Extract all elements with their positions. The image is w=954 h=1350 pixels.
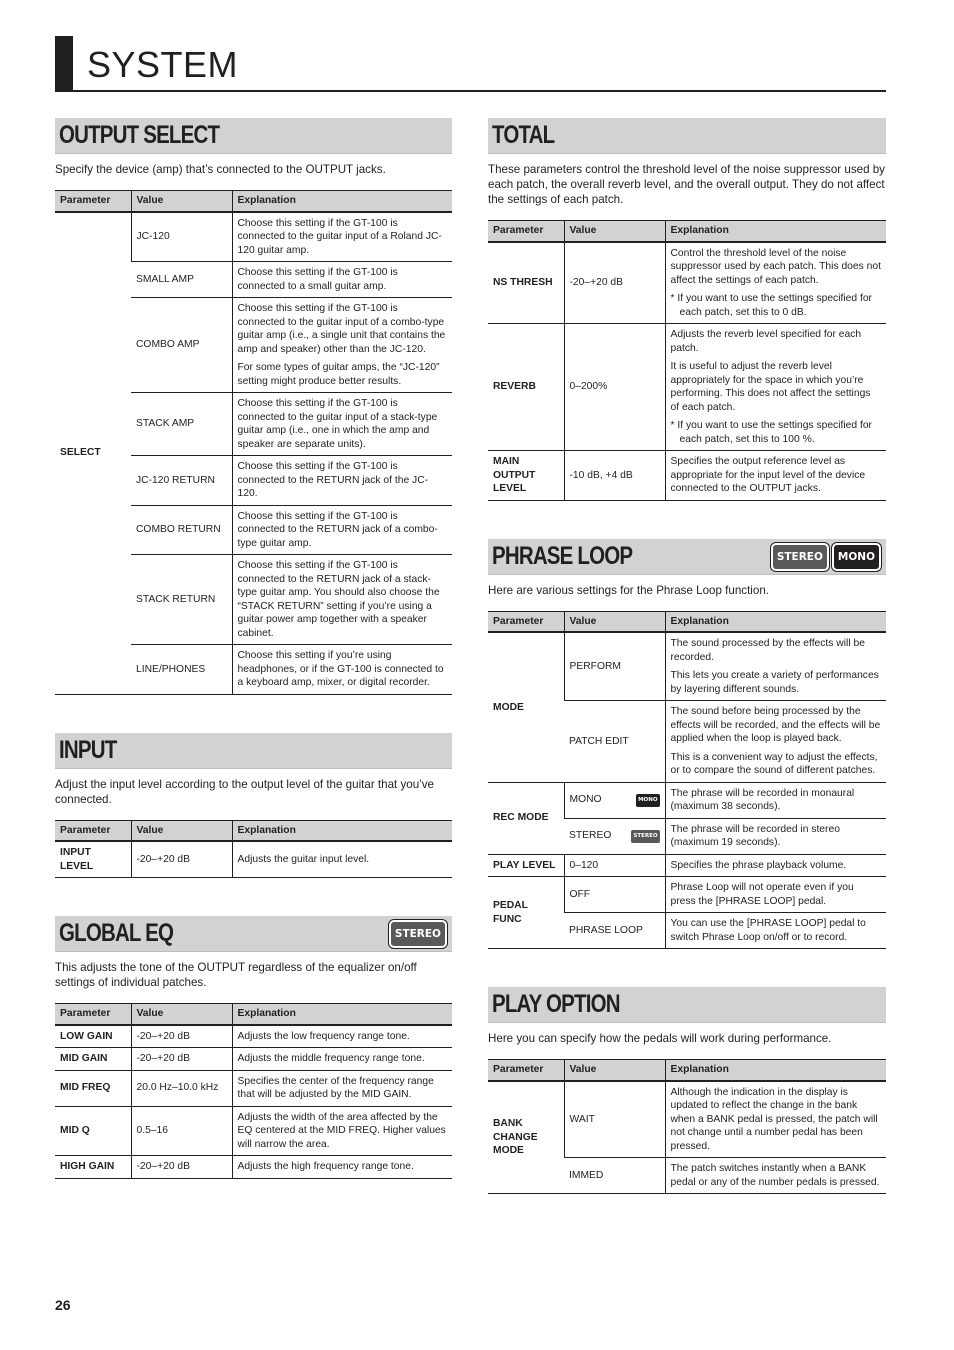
param-line: CHANGE [493, 1131, 538, 1143]
value-cell: 0–200% [564, 324, 665, 451]
param-cell: REVERB [488, 324, 564, 451]
global-eq-table [55, 1003, 452, 1179]
table-row [488, 877, 886, 913]
explanation-cell [665, 701, 886, 783]
param-cell: MID GAIN [55, 1048, 131, 1071]
value-cell: -20–+20 dB [131, 841, 232, 878]
section-intro: Here are various settings for the Phrase Loop function. [488, 583, 769, 597]
explanation-cell: Adjusts the middle frequency range tone. [232, 1048, 452, 1071]
col-header-value: Value [131, 1004, 232, 1025]
explanation-cell: Specifies the phrase playback volume. [665, 854, 886, 877]
explanation-text: The sound processed by the effects will be recorded. [670, 638, 865, 663]
badge-group [389, 920, 447, 948]
value-cell: 20.0 Hz–10.0 kHz [131, 1070, 232, 1106]
section-heading [488, 987, 886, 1023]
param-line: OUTPUT [493, 469, 536, 481]
section-title: PLAY OPTION [492, 990, 620, 1018]
output-select-table [55, 190, 452, 695]
explanation-cell: Adjusts the low frequency range tone. [232, 1025, 452, 1048]
table-row [488, 242, 886, 324]
param-cell: LOW GAIN [55, 1025, 131, 1048]
value-cell: PHRASE LOOP [564, 913, 665, 949]
explanation-cell: Specifies the center of the frequency range that will be adjusted by the MID GAIN. [232, 1070, 452, 1106]
param-cell: PEDAL FUNC [488, 877, 564, 949]
stereo-badge: STEREO [771, 543, 829, 571]
stereo-tag: STEREO [631, 830, 659, 843]
value-cell: PATCH EDIT [564, 701, 665, 783]
explanation-cell [232, 505, 452, 555]
stereo-badge: STEREO [389, 920, 447, 948]
table-row [55, 1106, 452, 1156]
mono-badge: MONO [832, 543, 881, 571]
explanation-cell: Phrase Loop will not operate even if you press the [PHRASE LOOP] pedal. [665, 877, 886, 913]
global-eq-section [55, 916, 452, 1179]
total-table [488, 220, 886, 501]
section-title: TOTAL [492, 121, 555, 149]
play-option-section [488, 987, 886, 1194]
col-header-explanation: Explanation [232, 820, 452, 841]
param-cell: REC MODE [488, 782, 564, 854]
explanation-cell: Adjusts the guitar input level. [232, 841, 452, 878]
table-row [488, 1081, 886, 1158]
explanation-note: * If you want to use the settings specified for each patch, set this to 100 %. [670, 420, 872, 445]
col-header-explanation: Explanation [665, 611, 886, 632]
section-heading [488, 118, 886, 154]
explanation-cell [232, 262, 452, 298]
explanation-cell: You can use the [PHRASE LOOP] pedal to switch Phrase Loop on/off or to record. [665, 913, 886, 949]
param-cell: NS THRESH [488, 242, 564, 324]
param-cell: SELECT [55, 212, 131, 695]
explanation-text: Choose this setting if the GT-100 is connected to a small guitar amp. [237, 267, 398, 292]
col-header-parameter: Parameter [488, 1060, 564, 1081]
input-table [55, 820, 452, 879]
col-header-explanation: Explanation [232, 191, 452, 212]
explanation-cell [665, 451, 886, 501]
section-intro: Adjust the input level according to the output level of the guitar that you’ve connected. [55, 777, 434, 806]
section-heading [55, 118, 452, 154]
explanation-cell: Although the indication in the display is updated to reflect the change in the bank when a BANK pedal is pressed, the patch will not change until a number pedal has been pressed. [665, 1081, 886, 1158]
section-title: PHRASE LOOP [492, 541, 633, 570]
value-cell: STACK AMP [131, 393, 232, 456]
phrase-loop-table [488, 611, 886, 950]
col-header-value: Value [131, 820, 232, 841]
value-cell: COMBO AMP [131, 298, 232, 393]
page-number: 26 [55, 1297, 71, 1313]
explanation-cell [232, 645, 452, 695]
header-bar [55, 36, 73, 90]
explanation-text: For some types of guitar amps, the “JC-120” setting might produce better results. [237, 362, 440, 387]
table-row [488, 324, 886, 451]
table-row [55, 1048, 452, 1071]
value-cell: WAIT [564, 1081, 665, 1158]
section-title: GLOBAL EQ [59, 919, 174, 947]
param-line: MAIN [493, 456, 520, 467]
section-intro: These parameters control the threshold level of the noise suppressor used by each patch, the overall reverb level, and the overall output. They do not affect the settings of each patch. [488, 163, 885, 206]
param-line: MODE [493, 1145, 524, 1156]
value-cell: LINE/PHONES [131, 645, 232, 695]
param-cell: MID Q [55, 1106, 131, 1156]
value-cell: -20–+20 dB [564, 242, 665, 324]
param-cell: MID FREQ [55, 1070, 131, 1106]
param-line: LEVEL [493, 483, 527, 494]
total-section [488, 118, 886, 501]
section-title: OUTPUT SELECT [59, 121, 220, 149]
explanation-note: * If you want to use the settings specified for each patch, set this to 0 dB. [670, 293, 872, 318]
section-intro: Specify the device (amp) that’s connected to the OUTPUT jacks. [55, 163, 386, 176]
explanation-cell: Adjusts the high frequency range tone. [232, 1156, 452, 1179]
value-cell: OFF [564, 877, 665, 913]
badge-group [771, 543, 881, 571]
explanation-cell: The phrase will be recorded in stereo (maximum 19 seconds). [665, 818, 886, 854]
table-row [488, 854, 886, 877]
table-row [55, 841, 452, 878]
param-cell: HIGH GAIN [55, 1156, 131, 1179]
col-header-explanation: Explanation [232, 1004, 452, 1025]
explanation-text: This lets you create a variety of performances by layering different sounds. [670, 670, 879, 695]
col-header-value: Value [564, 611, 665, 632]
explanation-text: Choose this setting if you’re using headphones, or if the GT-100 is connected to a keyboard amp, mixer, or digital recorder. [237, 650, 444, 688]
explanation-text: The sound before being processed by the effects will be recorded, and the effects will be applied when the loop is played back. [670, 706, 881, 744]
value-cell: -20–+20 dB [131, 1048, 232, 1071]
table-row [488, 632, 886, 701]
explanation-text: This is a convenient way to adjust the effects, or to compare the sound of different patches. [670, 751, 878, 776]
col-header-explanation: Explanation [665, 221, 886, 242]
explanation-cell [232, 212, 452, 262]
input-section [55, 733, 452, 879]
value-cell: COMBO RETURN [131, 505, 232, 555]
value-cell: JC-120 RETURN [131, 456, 232, 506]
param-cell: PLAY LEVEL [488, 854, 564, 877]
table-row [488, 782, 886, 818]
table-row [55, 1156, 452, 1179]
explanation-text: Specifies the output reference level as appropriate for the input level of the device connected to the OUTPUT jacks. [670, 456, 866, 494]
col-header-parameter: Parameter [488, 611, 564, 632]
explanation-text: Choose this setting if the GT-100 is connected to the RETURN jack of a combo-type guitar amp. [237, 510, 438, 549]
table-row [55, 1025, 452, 1048]
explanation-cell [232, 456, 452, 506]
explanation-cell [232, 555, 452, 645]
explanation-cell: Adjusts the width of the area affected by the EQ centered at the MID FREQ. Higher values will narrow the area. [232, 1106, 452, 1156]
explanation-text: Choose this setting if the GT-100 is connected to the RETURN jack of a stack-type guitar amp. You should also choose the “STACK RETURN” setting if you’re using a guitar power amp together with a speaker cabinet. [237, 560, 440, 639]
explanation-text: Choose this setting if the GT-100 is connected to the guitar input of a combo-type guitar amp (i.e., a single unit that contains the amp and speaker) other than the JC-120. [237, 303, 446, 355]
col-header-parameter: Parameter [55, 820, 131, 841]
table-row [55, 212, 452, 262]
value-cell: STACK RETURN [131, 555, 232, 645]
col-header-explanation: Explanation [665, 1060, 886, 1081]
value-cell: SMALL AMP [131, 262, 232, 298]
param-line: BANK [493, 1118, 523, 1129]
explanation-text: Choose this setting if the GT-100 is connected to the guitar input of a Roland JC-120 guitar amp. [237, 217, 442, 256]
value-cell: 0–120 [564, 854, 665, 877]
explanation-text: Adjusts the reverb level specified for each patch. [670, 329, 862, 354]
play-option-table [488, 1059, 886, 1194]
section-intro: Here you can specify how the pedals will work during performance. [488, 1032, 832, 1045]
value-cell: 0.5–16 [131, 1106, 232, 1156]
table-row [55, 1070, 452, 1106]
output-select-section [55, 118, 452, 695]
value-text: STEREO [569, 830, 612, 842]
col-header-value: Value [131, 191, 232, 212]
value-cell: PERFORM [564, 632, 665, 701]
right-column [488, 118, 886, 1232]
page-title: SYSTEM [87, 44, 239, 85]
explanation-cell [232, 298, 452, 393]
left-column [55, 118, 452, 1217]
explanation-cell [665, 324, 886, 451]
phrase-loop-section [488, 539, 886, 950]
explanation-text: Control the threshold level of the noise suppressor used by each patch. This does not affect the settings of each patch. [670, 247, 881, 286]
explanation-text: It is useful to adjust the reverb level appropriately for the space in which you’re performing. This does not affect the settings of each patch. [670, 361, 871, 413]
section-heading [488, 539, 886, 575]
col-header-parameter: Parameter [488, 221, 564, 242]
param-cell [488, 451, 564, 501]
col-header-parameter: Parameter [55, 191, 131, 212]
value-cell: -20–+20 dB [131, 1156, 232, 1179]
section-heading [55, 916, 452, 952]
explanation-cell [665, 242, 886, 324]
value-cell [564, 818, 665, 854]
explanation-cell [665, 632, 886, 701]
mono-tag: MONO [636, 794, 659, 807]
explanation-cell [232, 393, 452, 456]
value-cell: -10 dB, +4 dB [564, 451, 665, 501]
value-text: MONO [569, 794, 602, 806]
section-title: INPUT [59, 735, 117, 764]
explanation-text: Choose this setting if the GT-100 is connected to the guitar input of a stack-type guitar amp (i.e., one in which the amp and speaker are separate units). [237, 398, 438, 450]
col-header-value: Value [564, 221, 665, 242]
explanation-cell: The patch switches instantly when a BANK pedal or any of the number pedals is pressed. [665, 1158, 886, 1194]
param-cell: INPUT LEVEL [55, 841, 131, 878]
col-header-value: Value [564, 1060, 665, 1081]
section-intro: This adjusts the tone of the OUTPUT regardless of the equalizer on/off settings of individual patches. [55, 961, 417, 989]
value-cell: -20–+20 dB [131, 1025, 232, 1048]
param-cell: MODE [488, 632, 564, 782]
page-header [55, 36, 886, 92]
value-cell: JC-120 [131, 212, 232, 262]
param-cell [488, 1081, 564, 1194]
table-row [488, 451, 886, 501]
col-header-parameter: Parameter [55, 1004, 131, 1025]
value-cell [564, 782, 665, 818]
section-heading [55, 733, 452, 769]
value-cell: IMMED [564, 1158, 665, 1194]
explanation-cell: The phrase will be recorded in monaural (maximum 38 seconds). [665, 782, 886, 818]
explanation-text: Choose this setting if the GT-100 is connected to the RETURN jack of the JC-120. [237, 461, 429, 499]
